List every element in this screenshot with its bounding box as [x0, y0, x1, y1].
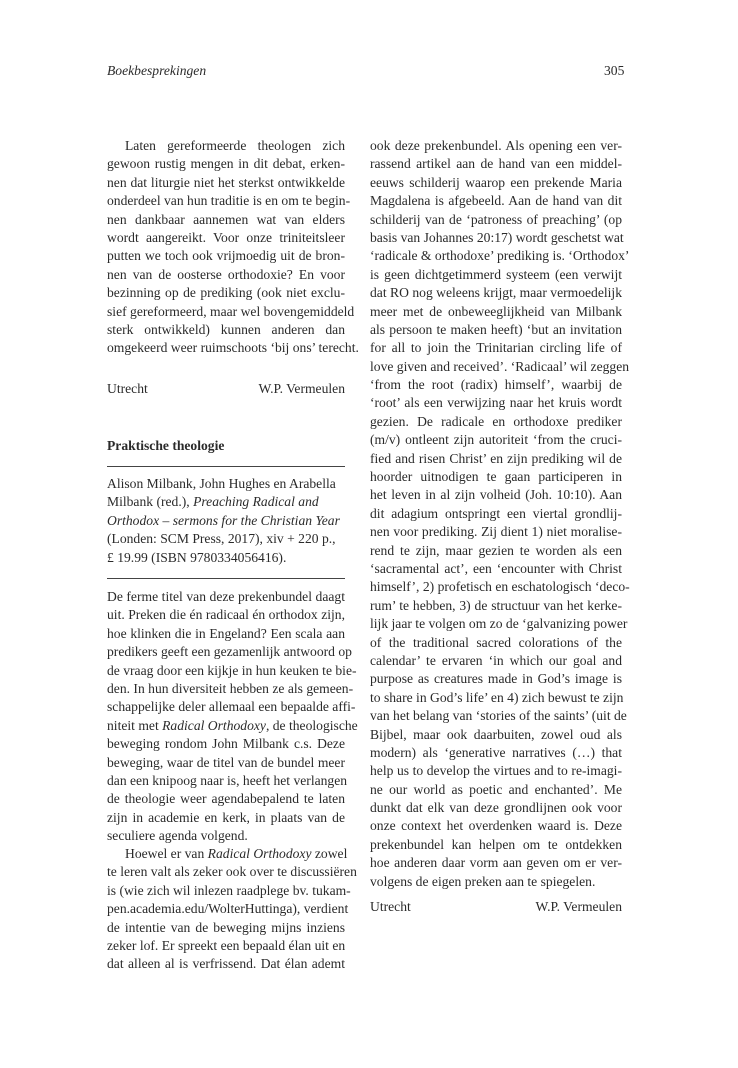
text-line	[370, 781, 622, 799]
text-segment: volgens de eigen preken aan te spiegelen.	[370, 873, 596, 889]
signature-2	[370, 899, 622, 915]
text-line	[107, 643, 352, 661]
text-line	[107, 321, 345, 339]
text-segment: niteit met	[107, 717, 163, 733]
italic-title: Radical Orthodoxy	[207, 846, 312, 861]
text-line	[107, 174, 345, 192]
text-line	[370, 394, 622, 412]
text-line	[107, 606, 345, 624]
text-segment: rend te zijn, maar gezien te worden als een	[370, 542, 622, 558]
text-line	[370, 376, 622, 394]
text-line	[107, 809, 345, 827]
text-line	[370, 634, 622, 652]
text-segment: sterk ontwikkeld) kunnen anderen dan	[107, 321, 345, 337]
divider	[107, 466, 345, 467]
italic-title: Orthodox – sermons for the Christian Year	[107, 512, 340, 528]
text-segment: lijk jaar te volgen om zo de ‘galvanizing power	[370, 616, 628, 632]
text-line	[107, 493, 345, 511]
text-segment: Laten gereformeerde theologen zich	[125, 138, 345, 153]
text-line	[107, 303, 355, 321]
text-line	[107, 698, 356, 716]
text-segment: de theologie weer agendabepalend te laten	[107, 791, 345, 807]
text-line	[107, 247, 345, 265]
text-segment: (Londen: SCM Press, 2017), xiv + 220 p.,	[107, 531, 336, 547]
text-segment: Magdalena is afgebeeld. Aan de hand van dit	[370, 193, 622, 209]
text-line	[370, 211, 622, 229]
text-line	[107, 827, 345, 845]
text-segment: gezien. De radicale en orthodoxe prediker	[370, 413, 622, 429]
text-segment: beweging, waar de titel van de bundel meer	[107, 754, 345, 770]
text-segment: de intentie van de beweging mijns inziens	[107, 919, 345, 935]
text-segment: ne our world as poetic and enchanted’. Me	[370, 781, 622, 797]
text-line	[107, 229, 345, 247]
text-line	[107, 919, 345, 937]
text-segment: help us to develop the virtues and to re-imagi-	[370, 763, 622, 779]
text-line	[370, 266, 622, 284]
signature-1	[107, 381, 345, 397]
text-segment: hoe anderen daar vorm aan geven om er ver-	[370, 855, 622, 871]
text-segment: dan een knipoog naar is, heeft het verlangen	[107, 772, 348, 788]
text-line	[370, 505, 622, 523]
text-line	[370, 413, 622, 431]
text-segment: te leren valt als zeker ook over te discussiëren	[107, 864, 357, 880]
text-segment: zowel	[311, 846, 348, 861]
text-segment: hoorder uitnodigen te gaan participeren in	[370, 469, 622, 485]
text-segment: meer met de onbeweeglijkheid van Milbank	[370, 303, 622, 319]
text-line	[370, 339, 622, 357]
text-line	[107, 882, 351, 900]
text-segment: De ferme titel van deze prekenbundel daagt	[107, 589, 345, 604]
text-segment: van het belang van ‘stories of the saints’ (uit de	[370, 708, 627, 724]
text-line	[107, 680, 354, 698]
text-segment: den. In hun diversiteit hebben ze als gemeen-	[107, 680, 354, 696]
text-line	[370, 670, 622, 688]
left-paragraph-1	[107, 137, 359, 358]
text-line	[370, 707, 627, 725]
text-segment: zeker lof. Er spreekt een bepaald élan uit en	[107, 937, 346, 953]
divider	[107, 578, 345, 579]
text-line	[370, 486, 622, 504]
text-line	[370, 652, 622, 670]
text-line	[107, 475, 345, 493]
text-line	[370, 817, 622, 835]
page-number: 305	[604, 63, 625, 78]
text-line	[107, 662, 357, 680]
text-segment: ook deze prekenbundel. Als opening een ver-	[370, 138, 622, 153]
text-segment: modern) als ‘generative narratives (…) that	[370, 744, 622, 760]
text-segment: Milbank (red.),	[107, 494, 194, 510]
text-line	[370, 615, 628, 633]
text-segment: love given and received’. ‘Radicaal’ wil zeggen	[370, 358, 630, 374]
text-segment: bezinning op de prediking (ook niet exclu-	[107, 285, 345, 301]
text-segment: (m/v) ontleent zijn autoriteit ‘from the cruci-	[370, 432, 622, 448]
text-line	[370, 799, 622, 817]
text-line	[370, 468, 622, 486]
text-line	[370, 303, 622, 321]
text-segment: dat RO nog weleens krijgt, maar vermoedelijk	[370, 285, 622, 301]
text-segment: nen dankbaar aannemen wat van elders	[107, 211, 345, 227]
text-line	[107, 339, 359, 357]
text-line	[370, 247, 630, 265]
text-segment: calendar’ te ervaren ‘in which our goal and	[370, 652, 622, 668]
text-segment: is (wie zich wil inlezen raadplege bv. tukam-	[107, 882, 351, 898]
text-segment: of the traditional sacred colorations of the	[370, 634, 622, 650]
text-segment: nen dat liturgie niet het sterkst ontwikkelde	[107, 174, 345, 190]
text-segment: is geen dichtgetimmerd systeem (een verwijt	[370, 266, 622, 282]
text-segment: fied and risen Christ’ en zijn prediking wil de	[370, 450, 622, 466]
text-segment: , de theologische	[265, 717, 358, 733]
signature-place: Utrecht	[107, 381, 148, 396]
text-segment: onderdeel van hun traditie is en om te begin-	[107, 193, 351, 209]
text-segment: het leven in al zijn volheid (Joh. 10:10). Aan	[370, 487, 622, 503]
text-segment: eeuws schilderij waarop een prekende Maria	[370, 174, 622, 190]
text-segment: pen.academia.edu/WolterHuttinga), verdient	[107, 901, 349, 917]
text-line	[107, 155, 345, 173]
left-paragraph-2	[107, 588, 358, 845]
text-line	[107, 137, 345, 155]
text-line	[107, 845, 348, 863]
text-line	[107, 900, 349, 918]
signature-place: Utrecht	[370, 899, 411, 914]
text-line	[370, 358, 630, 376]
text-line	[370, 836, 622, 854]
text-line	[107, 549, 345, 567]
right-paragraph-1	[370, 137, 630, 891]
text-segment: for all to join the Trinitarian circling life of	[370, 340, 622, 356]
text-line	[370, 744, 622, 762]
section-heading: Praktische theologie	[107, 438, 225, 453]
text-line	[370, 431, 622, 449]
text-segment: hoe klinken die in Engeland? Een scala aan	[107, 625, 345, 641]
text-segment: Alison Milbank, John Hughes en Arabella	[107, 476, 336, 491]
text-line	[370, 155, 622, 173]
text-segment: rassend artikel aan de hand van een middel-	[370, 156, 622, 172]
running-title: Boekbesprekingen	[107, 63, 207, 78]
text-line	[370, 192, 622, 210]
text-line	[107, 192, 351, 210]
text-segment: dit adagium ontspringt een viertal grondlij-	[370, 505, 622, 521]
text-line	[107, 735, 345, 753]
text-line	[107, 211, 345, 229]
text-segment: onze context het overdenken waard is. Deze	[370, 818, 622, 834]
text-segment: schilderij van de ‘patroness of preaching’ (op	[370, 211, 622, 227]
text-line	[370, 523, 622, 541]
text-segment: ‘radicale & orthodoxe’ prediking is. ‘Orthodox’	[370, 248, 630, 264]
italic-title: Radical Orthodoxy	[162, 717, 266, 733]
text-line	[107, 530, 345, 548]
text-line	[370, 689, 622, 707]
left-paragraph-3	[107, 845, 357, 974]
text-segment: dunkt dat elk van deze grondlijnen ook voor	[370, 800, 622, 816]
text-segment: als persoon te maken heeft) ‘but an invitation	[370, 321, 622, 337]
text-line	[370, 284, 622, 302]
text-line	[370, 578, 630, 596]
text-line	[370, 137, 622, 155]
text-segment: wordt aangereikt. Voor onze triniteitsleer	[107, 229, 345, 245]
text-line	[107, 717, 358, 735]
text-line	[370, 450, 622, 468]
text-segment: ‘root’ als een verwijzing naar het kruis wordt	[370, 395, 622, 411]
italic-title: Preaching Radical and	[193, 494, 319, 510]
text-line	[370, 873, 622, 891]
text-line	[370, 174, 622, 192]
text-segment: to share in God’s life’ en 4) zich bewust te zijn	[370, 689, 624, 705]
text-line	[370, 854, 622, 872]
text-segment: prekenbundel kan helpen om te ontdekken	[370, 836, 622, 852]
text-line	[370, 542, 622, 560]
book-citation	[107, 475, 345, 567]
text-segment: basis van Johannes 20:17) wordt geschetst wat	[370, 229, 624, 245]
text-segment: ‘from the root (radix) himself’, waarbij de	[370, 377, 622, 393]
text-line	[107, 937, 345, 955]
text-line	[107, 625, 345, 643]
text-segment: de vraag door een kijkje in hun keuken te bie-	[107, 662, 357, 678]
text-line	[107, 790, 345, 808]
text-segment: putten we toch ook vrijmoedig uit de bron-	[107, 248, 345, 264]
signature-author: W.P. Vermeulen	[258, 381, 345, 396]
text-line	[107, 955, 345, 973]
text-segment: predikers geeft een gezamenlijk antwoord op	[107, 644, 352, 660]
text-segment: gewoon rustig mengen in dit debat, erken-	[107, 156, 345, 172]
text-line	[370, 597, 622, 615]
text-line	[107, 512, 345, 530]
text-segment: ‘sacramental act’, een ‘encounter with Christ	[370, 560, 622, 576]
text-segment: zijn in academie en kerk, in plaats van de	[107, 809, 345, 825]
text-segment: himself’, 2) profetisch en eschatologisch ‘deco-	[370, 579, 630, 595]
text-segment: uit. Preken die én radicaal én orthodox zijn,	[107, 607, 345, 623]
text-segment: dat alleen al is verfrissend. Dat élan ademt	[107, 956, 345, 972]
text-segment: Hoewel er van	[125, 846, 208, 861]
text-line	[370, 560, 622, 578]
text-line	[107, 863, 357, 881]
text-line	[107, 772, 348, 790]
text-line	[370, 762, 622, 780]
text-segment: omgekeerd weer ruimschoots ‘bij ons’ terecht.	[107, 340, 359, 356]
text-segment: schappelijke deler allemaal een bepaalde affi-	[107, 699, 356, 715]
text-segment: £ 19.99 (ISBN 9780334056416).	[107, 549, 287, 565]
text-segment: beweging rondom John Milbank c.s. Deze	[107, 736, 345, 752]
text-line	[370, 229, 622, 247]
text-segment: sief gereformeerd, maar wel bovengemiddeld	[107, 303, 355, 319]
text-line	[107, 588, 345, 606]
text-line	[370, 726, 622, 744]
text-line	[107, 754, 345, 772]
signature-author: W.P. Vermeulen	[535, 899, 622, 914]
text-segment: nen voor prediking. Zij dient 1) niet moralise-	[370, 524, 622, 540]
text-segment: nen van de oosterse orthodoxie? En voor	[107, 266, 345, 282]
text-segment: purpose as creatures made in God’s image is	[370, 671, 622, 687]
text-segment: Bijbel, maar ook daarbuiten, zowel oud als	[370, 726, 622, 742]
text-segment: seculiere agenda volgend.	[107, 828, 248, 844]
text-segment: rum’ te hebben, 3) de structuur van het kerke-	[370, 597, 622, 613]
text-line	[107, 284, 345, 302]
text-line	[370, 321, 622, 339]
text-line	[107, 266, 345, 284]
